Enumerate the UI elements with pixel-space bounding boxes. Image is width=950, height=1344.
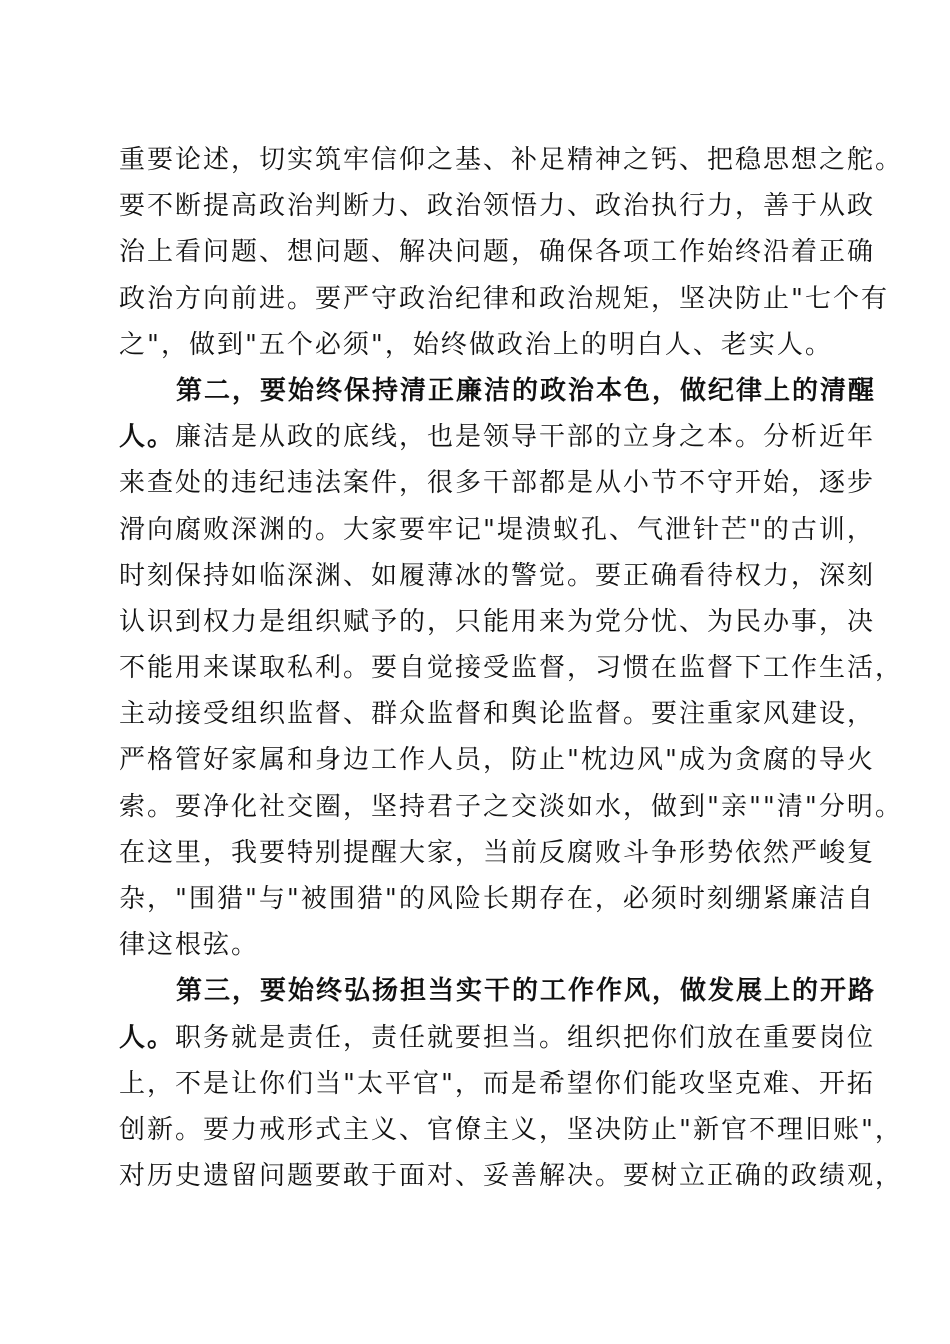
text-line: 创新。要力戒形式主义、官僚主义，坚决防止"新官不理旧账"， xyxy=(119,1114,903,1145)
text-line: 之"，做到"五个必须"，始终做政治上的明白人、老实人。 xyxy=(119,329,833,360)
text-line: 在这里，我要特别提醒大家，当前反腐败斗争形势依然严峻复 xyxy=(119,837,876,868)
text-line: 重要论述，切实筑牢信仰之基、补足精神之钙、把稳思想之舵。 xyxy=(119,145,904,175)
text-run: 廉洁是从政的底线，也是领导干部的立身之本。分析近年 xyxy=(175,422,876,453)
text-line: 对历史遗留问题要敢于面对、妥善解决。要树立正确的政绩观， xyxy=(119,1161,904,1192)
paragraph-heading-line: 第二，要始终保持清正廉洁的政治本色，做纪律上的清醒 xyxy=(176,375,877,406)
text-line: 索。要净化社交圈，坚持君子之交淡如水，做到"亲""清"分明。 xyxy=(119,791,903,822)
paragraph-second-point xyxy=(119,368,904,968)
document-body xyxy=(119,137,904,1199)
text-line: 不能用来谋取私利。要自觉接受监督，习惯在监督下工作生活， xyxy=(119,653,904,684)
paragraph-heading-end: 人。 xyxy=(119,422,176,453)
text-line: 时刻保持如临深渊、如履薄冰的警觉。要正确看待权力，深刻 xyxy=(119,560,876,591)
text-run: 职务就是责任，责任就要担当。组织把你们放在重要岗位 xyxy=(175,1022,876,1053)
paragraph-heading-end: 人。 xyxy=(119,1022,176,1053)
text-line: 要不断提高政治判断力、政治领悟力、政治执行力，善于从政 xyxy=(119,191,876,222)
text-line: 滑向腐败深渊的。大家要牢记"堤溃蚁孔、气泄针芒"的古训， xyxy=(119,514,875,545)
text-line xyxy=(119,414,876,460)
text-line xyxy=(119,1015,876,1061)
text-line: 严格管好家属和身边工作人员，防止"枕边风"成为贪腐的导火 xyxy=(119,745,875,776)
paragraph-heading-line: 第三，要始终弘扬担当实干的工作作风，做发展上的开路 xyxy=(176,976,877,1007)
text-line: 政治方向前进。要严守政治纪律和政治规矩，坚决防止"七个有 xyxy=(119,283,889,314)
paragraph-political-loyalty-continued xyxy=(119,137,904,368)
text-line: 上，不是让你们当"太平官"，而是希望你们能攻坚克难、开拓 xyxy=(119,1068,875,1099)
text-line: 认识到权力是组织赋予的，只能用来为党分忧、为民办事，决 xyxy=(119,606,876,637)
text-line: 主动接受组织监督、群众监督和舆论监督。要注重家风建设， xyxy=(119,699,876,730)
text-line: 来查处的违纪违法案件，很多干部都是从小节不守开始，逐步 xyxy=(119,468,876,499)
text-line: 杂，"围猎"与"被围猎"的风险长期存在，必须时刻绷紧廉洁自 xyxy=(119,884,875,914)
text-line: 治上看问题、想问题、解决问题，确保各项工作始终沿着正确 xyxy=(119,237,876,268)
paragraph-third-point xyxy=(119,968,904,1199)
text-line: 律这根弦。 xyxy=(119,930,260,961)
